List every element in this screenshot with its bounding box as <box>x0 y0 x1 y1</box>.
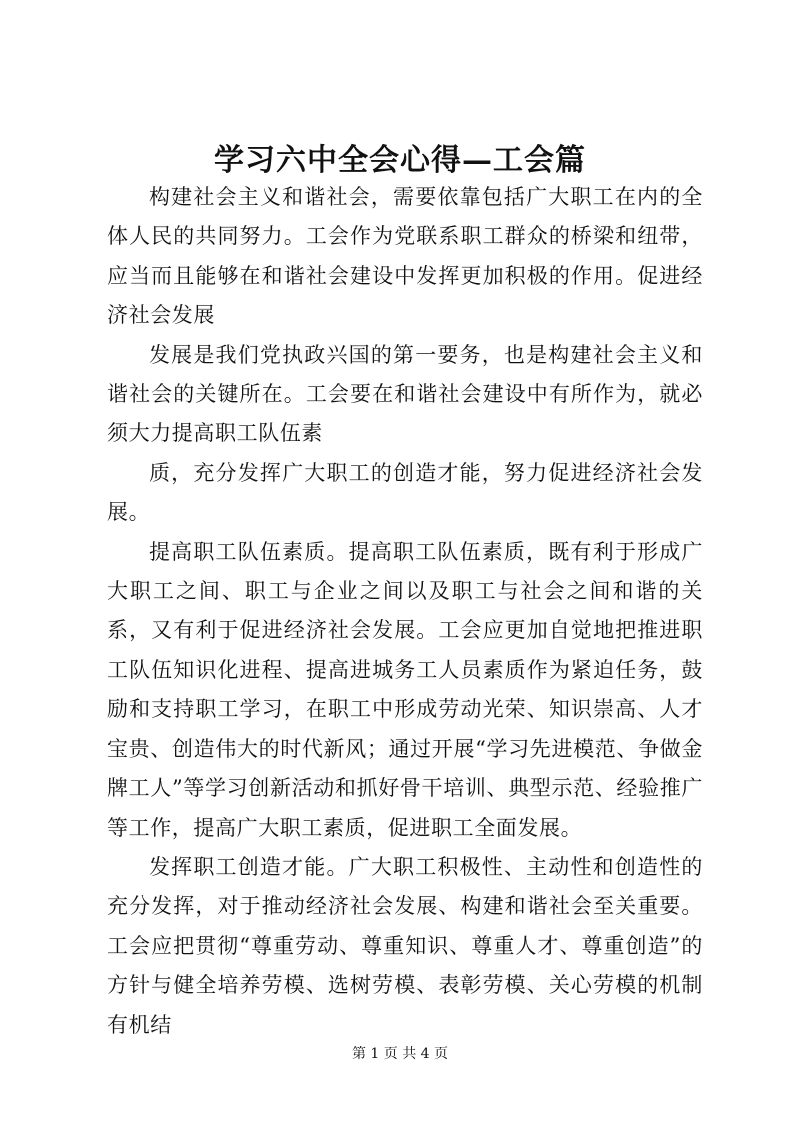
paragraph-1: 构建社会主义和谐社会，需要依靠包括广大职工在内的全体人民的共同努力。工会作为党联系职工群众的桥梁和纽带，应当而且能够在和谐社会建设中发挥更加积极的作用。促进经济社会发展 <box>107 185 703 328</box>
paragraph-2: 发展是我们党执政兴国的第一要务，也是构建社会主义和谐社会的关键所在。工会要在和谐社会建设中有所作为，就必须大力提高职工队伍素 <box>107 342 703 446</box>
document-body <box>107 178 703 1045</box>
paragraph-4: 提高职工队伍素质。提高职工队伍素质，既有利于形成广大职工之间、职工与企业之间以及职工与社会之间和谐的关系，又有利于促进经济社会发展。工会应更加自觉地把推进职工队伍知识化进程、提高进城务工人员素质作为紧迫任务，鼓励和支持职工学习，在职工中形成劳动光荣、知识崇高、人才宝贵、创造伟大的时代新风；通过开展“学习先进模范、争做金牌工人”等学习创新活动和抓好骨干培训、典型示范、经验推广等工作，提高广大职工素质，促进职工全面发展。 <box>107 539 703 840</box>
document-title: 学习六中全会心得—工会篇 <box>214 143 586 178</box>
paragraph-3: 质，充分发挥广大职工的创造才能，努力促进经济社会发展。 <box>107 460 703 525</box>
page-footer: 第 1 页 共 4 页 <box>351 1046 449 1062</box>
paragraph-5: 发挥职工创造才能。广大职工积极性、主动性和创造性的充分发挥，对于推动经济社会发展、构建和谐社会至关重要。工会应把贯彻“尊重劳动、尊重知识、尊重人才、尊重创造”的方针与健全培养劳模、选树劳模、表彰劳模、关心劳模的机制有机结 <box>107 854 703 1037</box>
